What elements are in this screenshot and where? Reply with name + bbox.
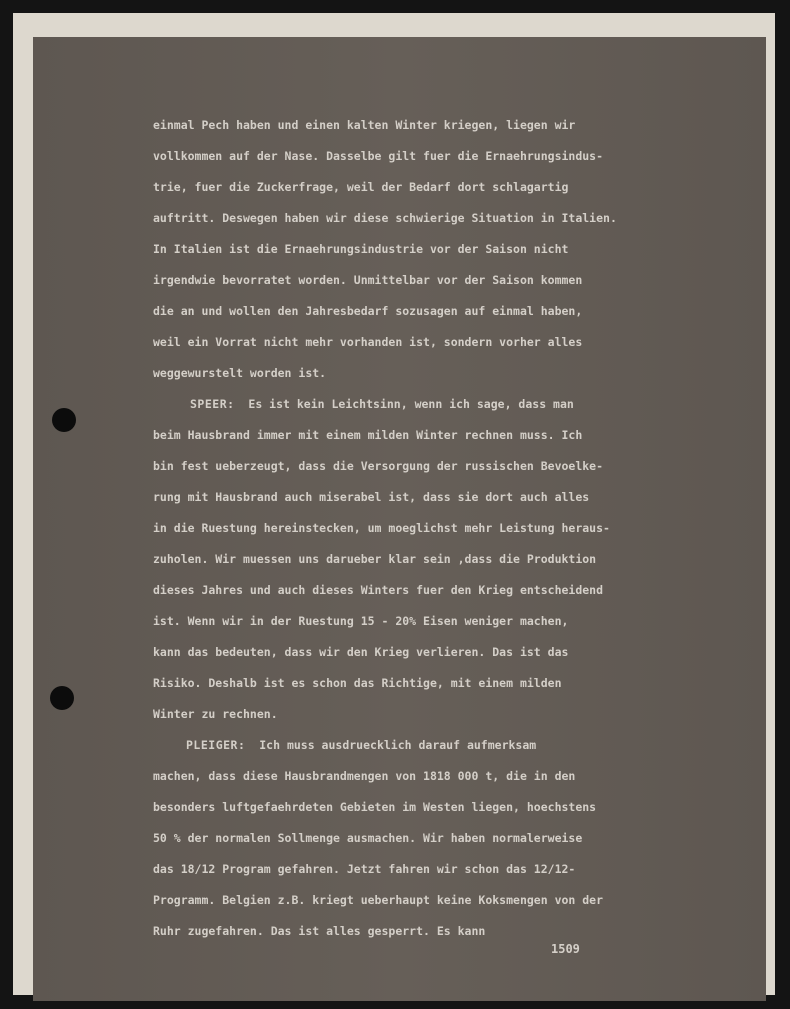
text-line: irgendwie bevorratet worden. Unmittelbar vor der Saison kommen (153, 273, 583, 287)
text-line: einmal Pech haben und einen kalten Winter kriegen, liegen wir (153, 118, 576, 132)
speaker-line-speer (153, 389, 693, 420)
speaker-label: SPEER: (190, 397, 235, 411)
document-body (153, 110, 693, 947)
speaker-line-pleiger (153, 730, 693, 761)
text-line: dieses Jahres und auch dieses Winters fuer den Krieg entscheidend (153, 583, 604, 597)
text-line: in die Ruestung hereinstecken, um moeglichst mehr Leistung heraus- (153, 521, 610, 535)
text-line: besonders luftgefaehrdeten Gebieten im Westen liegen, hoechstens (153, 800, 597, 814)
text-line: auftritt. Deswegen haben wir diese schwierige Situation in Italien. (153, 211, 617, 225)
text-line: die an und wollen den Jahresbedarf sozusagen auf einmal haben, (153, 304, 583, 318)
text-line: das 18/12 Program gefahren. Jetzt fahren wir schon das 12/12- (153, 862, 576, 876)
text-line: trie, fuer die Zuckerfrage, weil der Bedarf dort schlagartig (153, 180, 569, 194)
text-line: Risiko. Deshalb ist es schon das Richtige, mit einem milden (153, 676, 562, 690)
text-line: Ich muss ausdruecklich darauf aufmerksam (259, 738, 537, 752)
text-line: vollkommen auf der Nase. Dasselbe gilt fuer die Ernaehrungsindus- (153, 149, 604, 163)
page-number: 1509 (551, 942, 580, 956)
speaker-label: PLEIGER: (186, 738, 246, 752)
text-line: beim Hausbrand immer mit einem milden Winter rechnen muss. Ich (153, 428, 583, 442)
text-line: bin fest ueberzeugt, dass die Versorgung der russischen Bevoelke- (153, 459, 604, 473)
text-line: Programm. Belgien z.B. kriegt ueberhaupt keine Koksmengen von der (153, 893, 604, 907)
text-line: Es ist kein Leichtsinn, wenn ich sage, dass man (248, 397, 574, 411)
text-line: Winter zu rechnen. (153, 707, 278, 721)
text-line: rung mit Hausbrand auch miserabel ist, dass sie dort auch alles (153, 490, 590, 504)
text-line: weil ein Vorrat nicht mehr vorhanden ist, sondern vorher alles (153, 335, 583, 349)
text-line: 50 % der normalen Sollmenge ausmachen. Wir haben normalerweise (153, 831, 583, 845)
text-line: ist. Wenn wir in der Ruestung 15 - 20% Eisen weniger machen, (153, 614, 569, 628)
text-line: zuholen. Wir muessen uns darueber klar sein ,dass die Produktion (153, 552, 597, 566)
punch-hole (52, 408, 76, 432)
punch-hole (50, 686, 74, 710)
text-line: machen, dass diese Hausbrandmengen von 1818 000 t, die in den (153, 769, 576, 783)
text-line: weggewurstelt worden ist. (153, 366, 327, 380)
text-line: In Italien ist die Ernaehrungsindustrie vor der Saison nicht (153, 242, 569, 256)
text-line: kann das bedeuten, dass wir den Krieg verlieren. Das ist das (153, 645, 569, 659)
text-line: Ruhr zugefahren. Das ist alles gesperrt. Es kann (153, 924, 486, 938)
